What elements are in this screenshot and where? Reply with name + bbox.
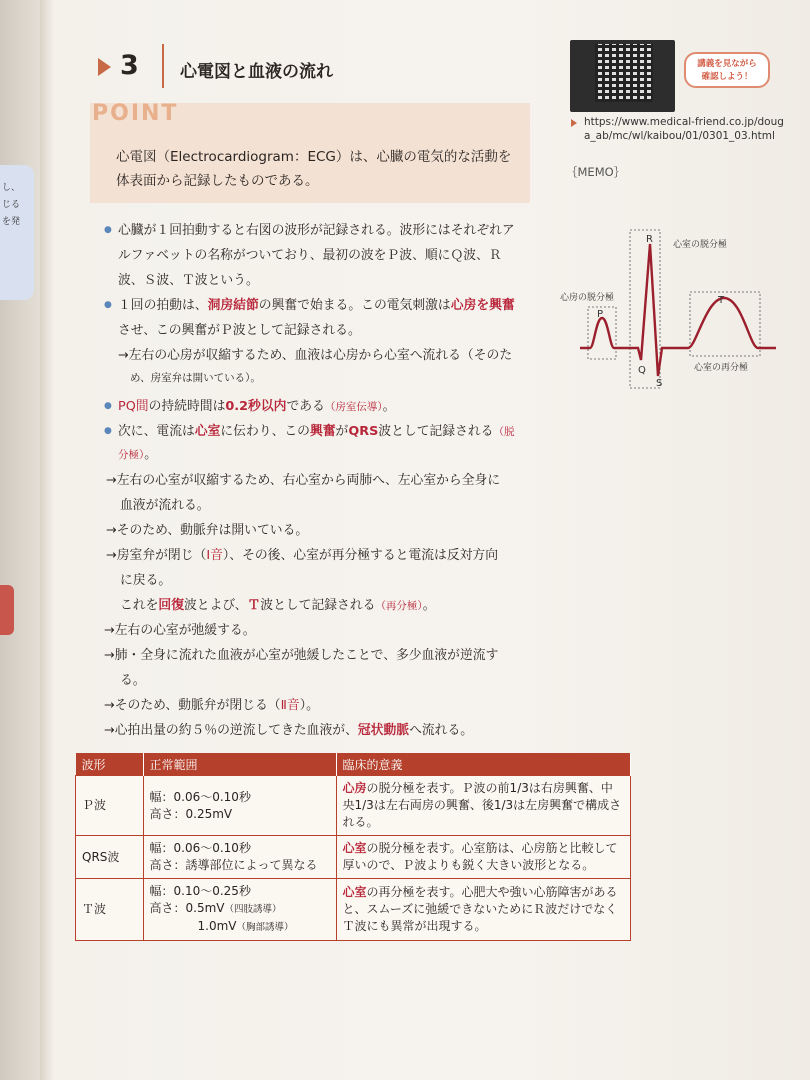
table-cell-wave: QRS波 (76, 836, 144, 879)
table-cell-significance: 心室の脱分極を表す。心室筋は、心房筋と比較して厚いので、Ｐ波よりも鋭く大きい波形となる。 (336, 836, 631, 879)
section-divider (162, 44, 164, 88)
ecg-diagram (560, 200, 780, 400)
table-header-significance: 臨床的意義 (336, 753, 631, 776)
url-arrow-icon (571, 119, 577, 127)
table-cell-range: 幅：0.10〜0.25秒 高さ：0.5mV（四肢誘導） 1.0mV（胸部誘導） (143, 879, 336, 941)
section-title: 心電図と血液の流れ (180, 62, 333, 82)
bullet-2-line-2: させ、この興奮がＰ波として記録される。 (118, 323, 361, 338)
arrow-6-line-1: →肺・全身に流れた血液が心室が弛緩したことで、多少血液が逆流す (104, 648, 499, 663)
bullet-1-line-1: ● 心臓が１回拍動すると右図の波形が記録される。波形にはそれぞれア (118, 218, 515, 243)
section-arrow-icon (98, 58, 111, 76)
arrow-1-line-1: →左右の心室が収縮するため、右心室から両肺へ、左心室から全身に (106, 473, 501, 488)
arrow-6-line-2: る。 (120, 673, 146, 688)
qr-badge-line2: 確認しよう！ (701, 72, 753, 82)
ecg-wave-table (75, 753, 631, 941)
table-cell-range: 幅：0.06〜0.10秒 高さ：誘導部位によって異なる (143, 836, 336, 879)
bullet-4-line-1: ● 次に、電流は心室に伝わり、この興奮がQRS波として記録される（脱 (118, 419, 514, 445)
section-number: 3 (120, 50, 139, 81)
bullet-4-line-2: 分極）。 (118, 447, 158, 462)
memo-label: ｛MEMO｝ (566, 165, 626, 179)
arrow-3-line-1: →房室弁が閉じ（Ⅰ音）、その後、心室が再分極すると電流は反対方向 (106, 548, 499, 563)
qr-code-icon[interactable] (595, 44, 653, 102)
ecg-vent-repol-label: 心室の再分極 (694, 363, 749, 373)
bullet-1-line-3: 波、Ｓ波、Ｔ波という。 (118, 273, 259, 288)
bullet-3: ● PQ間の持続時間は0.2秒以内である（房室伝導）。 (118, 394, 395, 420)
point-label: POINT (92, 101, 179, 126)
table-row (76, 879, 631, 941)
vent-repol-frame (690, 292, 760, 356)
ecg-label-s: S (656, 378, 663, 389)
ecg-label-t: T (718, 295, 725, 306)
previous-page-tab-text: し、じる を発 (2, 183, 21, 227)
arrow-1-line-2: 血液が流れる。 (120, 498, 210, 513)
video-url[interactable]: https://www.medical-friend.co.jp/douga_ab/mc/wl/kaibou/01/0301_03.html (584, 116, 784, 142)
table-header-range: 正常範囲 (143, 753, 336, 776)
ecg-label-q: Q (638, 365, 646, 376)
bullet-2-line-1: ● １回の拍動は、洞房結節の興奮で始まる。この電気刺激は心房を興奮 (118, 293, 515, 318)
table-cell-significance: 心房の脱分極を表す。Ｐ波の前1/3は右房興奮、中央1/3は左右両房の興奮、後1/3は左房興奮で構成される。 (336, 776, 631, 836)
table-header-row (76, 753, 631, 776)
table-row (76, 836, 631, 879)
previous-page-red-tab (0, 585, 14, 635)
bullet-1-line-2: ルファベットの名称がついており、最初の波をＰ波、順にＱ波、Ｒ (118, 248, 502, 263)
point-text: 心電図（Electrocardiogram：ECG）は、心臓の電気的な活動を体表面から記録したものである。 (116, 149, 512, 189)
arrow-4: これを回復波とよび、Ｔ波として記録される（再分極）。 (120, 598, 436, 613)
bullet-2-line-4: め、房室弁は開いている）。 (130, 372, 261, 384)
bullet-2-line-3: →左右の心房が収縮するため、血液は心房から心室へ流れる（そのた (118, 348, 513, 363)
table-cell-range: 幅：0.06〜0.10秒 高さ：0.25mV (143, 776, 336, 836)
qr-badge (684, 52, 770, 88)
arrow-2: →そのため、動脈弁は開いている。 (106, 523, 309, 538)
ecg-label-r: R (646, 234, 653, 245)
table-cell-significance: 心室の再分極を表す。心肥大や強い心筋障害があると、スムーズに弛緩できないためにＲ波だけでなくＴ波にも異常が出現する。 (336, 879, 631, 941)
arrow-7: →そのため、動脈弁が閉じる（Ⅱ音）。 (104, 698, 319, 713)
qr-badge-line1: 講義を見ながら (697, 59, 757, 69)
table-row (76, 776, 631, 836)
previous-page-edge (0, 0, 40, 1080)
arrow-5: →左右の心室が弛緩する。 (104, 623, 256, 638)
table-header-wave: 波形 (76, 753, 144, 776)
ecg-waveform (580, 244, 776, 376)
ecg-label-p: P (597, 309, 604, 320)
arrow-8: →心拍出量の約５％の逆流してきた血液が、冠状動脈へ流れる。 (104, 723, 474, 738)
ecg-vent-depol-label: 心室の脱分極 (673, 240, 728, 250)
table-cell-wave: Ｐ波 (76, 776, 144, 836)
ecg-atrial-depol-label: 心房の脱分極 (560, 293, 615, 303)
arrow-3-line-2: に戻る。 (120, 573, 172, 588)
table-cell-wave: Ｔ波 (76, 879, 144, 941)
